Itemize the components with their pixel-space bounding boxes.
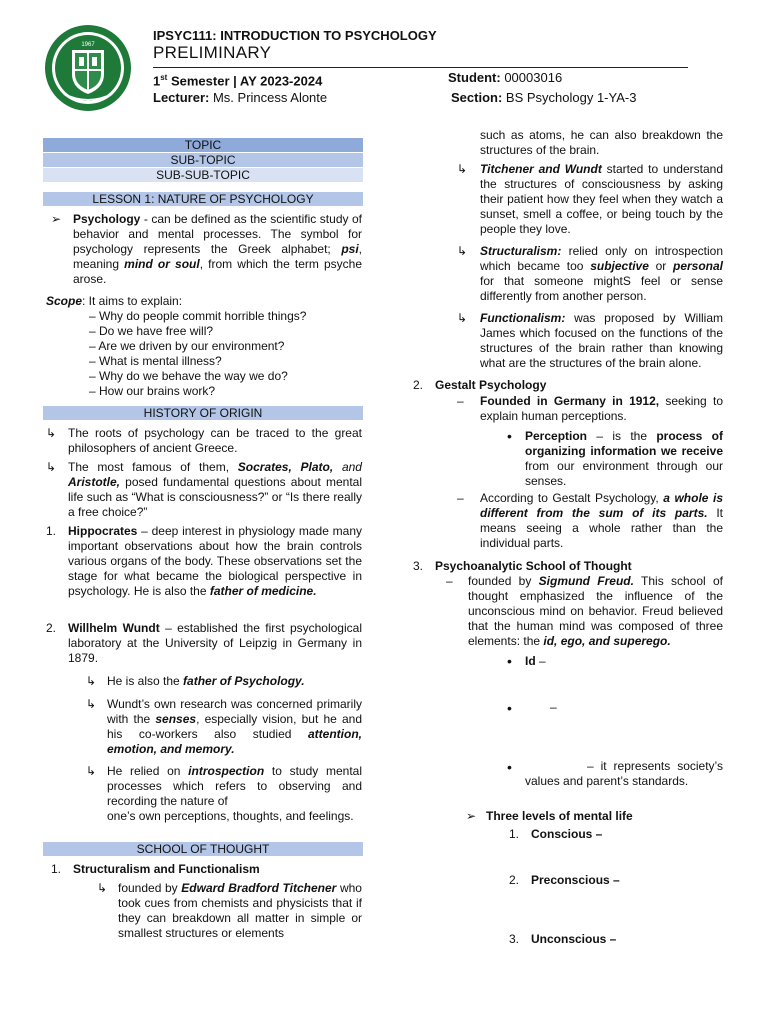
return-arrow-icon: ↳ <box>86 674 97 688</box>
ego-entry: – <box>550 700 557 714</box>
list-number: 3. <box>413 559 424 573</box>
titchener-entry-cont: such as atoms, he can also breakdown the structures of the brain. <box>480 128 723 157</box>
perception-entry: Perception – is the process of organizing information we receive from our environment through our senses. <box>525 429 724 488</box>
dot-bullet: • <box>507 759 512 775</box>
level-preconscious: Preconscious – <box>531 873 620 887</box>
hippocrates-entry: Hippocrates – deep interest in physiology made many important observations about how the brain controls various organs of the body. These observations set the stage for what became the biological perspective in psychology. He is also the father of medicine. <box>68 524 362 598</box>
wundt-entry: Willhelm Wundt – established the first psychological laboratory at the University of Leipzig in Germany in 1879. <box>68 621 362 665</box>
id-entry: Id – <box>525 654 546 668</box>
psychoanalytic-heading: Psychoanalytic School of Thought <box>435 559 632 573</box>
return-arrow-icon: ↳ <box>457 162 468 176</box>
legend-subsubtopic: SUB-SUB-TOPIC <box>43 168 363 182</box>
scope-intro: Scope: It aims to explain: <box>46 294 183 308</box>
return-arrow-icon: ↳ <box>457 244 468 258</box>
history-roots: The roots of psychology can be traced to the great philosophers of ancient Greece. <box>68 426 362 455</box>
legend-topic: TOPIC <box>43 138 363 152</box>
list-number: 1. <box>51 862 62 876</box>
structuralism-heading: Structuralism and Functionalism <box>73 862 260 876</box>
list-item: – What is mental illness? <box>89 354 222 368</box>
arrow-bullet-icon: ➢ <box>51 212 62 226</box>
gestalt-heading: Gestalt Psychology <box>435 378 547 392</box>
list-item: – Why do we behave the way we do? <box>89 369 288 383</box>
list-item: – Why do people commit horrible things? <box>89 309 307 323</box>
dash-bullet: – <box>446 574 453 588</box>
lesson-title: LESSON 1: NATURE OF PSYCHOLOGY <box>43 192 363 206</box>
gestalt-founded: Founded in Germany in 1912, seeking to explain human perceptions. <box>480 394 723 423</box>
list-item: – How our brains work? <box>89 384 216 398</box>
list-number: 3. <box>509 932 520 946</box>
level-conscious: Conscious – <box>531 827 603 841</box>
dash-bullet: – <box>457 394 464 408</box>
titchener-entry: founded by Edward Bradford Titchener who took cues from chemists and physicists that if they can breakdown all matter in simple or smallest structures or elements <box>118 881 362 940</box>
list-number: 2. <box>509 873 520 887</box>
school-title: SCHOOL OF THOUGHT <box>43 842 363 856</box>
scope-list <box>89 309 306 399</box>
levels-heading: Three levels of mental life <box>486 809 633 823</box>
section-line: Section: BS Psychology 1-YA-3 <box>451 90 637 105</box>
return-arrow-icon: ↳ <box>97 881 108 895</box>
list-item: – Do we have free will? <box>89 324 214 338</box>
wundt-father: He is also the father of Psychology. <box>107 674 305 688</box>
list-number: 1. <box>509 827 520 841</box>
level-unconscious: Unconscious – <box>531 932 617 946</box>
student-line: Student: 00003016 <box>448 70 563 85</box>
list-number: 2. <box>46 621 57 635</box>
wundt-introspection-cont: one’s own perceptions, thoughts, and feelings. <box>107 809 354 823</box>
legend-subtopic: SUB-TOPIC <box>43 153 363 167</box>
psychology-definition: Psychology - can be defined as the scientific study of behavior and mental processes. The symbol for psychology represents the Greek alphabet; psi, meaning mind or soul, from which the term psyche arose. <box>73 212 363 286</box>
functionalism-entry: Functionalism: was proposed by William James which focused on the functions of the structures of the brain rather than knowing what are the structures of the brain alone. <box>480 311 723 370</box>
return-arrow-icon: ↳ <box>46 426 57 440</box>
list-number: 1. <box>46 524 57 538</box>
header-rule <box>153 67 688 68</box>
school-logo <box>44 24 132 112</box>
freud-entry: founded by Sigmund Freud. This school of thought emphasized the influence of the unconscious mind on behavior. Freud believed that the human mind was composed of three elements: the id, ego, and superego. <box>468 574 723 648</box>
lecturer-line: Lecturer: Ms. Princess Alonte <box>153 90 328 105</box>
return-arrow-icon: ↳ <box>46 460 57 474</box>
titchener-wundt-entry: Titchener and Wundt started to understand the structures of consciousness by asking their patient how they feel when they watch a sunset, smell a coffee, or being touch by the people they love. <box>480 162 723 236</box>
structuralism-entry: Structuralism: relied only on introspection which became too subjective or personal for that someone mightS feel or sense differently from another person. <box>480 244 723 303</box>
wundt-research: Wundt’s own research was concerned primarily with the senses, especially vision, but he and his co-workers also studied attention, emotion, and memory. <box>107 697 362 756</box>
list-number: 2. <box>413 378 424 392</box>
wundt-introspection: He relied on introspection to study mental processes which refers to observing and recording the nature of <box>107 764 362 808</box>
gestalt-whole: According to Gestalt Psychology, a whole is different from the sum of its parts. It means seeing a whole rather than the individual parts. <box>480 491 724 550</box>
return-arrow-icon: ↳ <box>86 764 97 778</box>
superego-entry: – it represents society’s values and parent’s standards. <box>525 759 723 788</box>
return-arrow-icon: ↳ <box>457 311 468 325</box>
dot-bullet: • <box>507 653 512 669</box>
dot-bullet: • <box>507 700 512 716</box>
semester-line: 1st Semester | AY 2023-2024 <box>153 73 323 89</box>
list-item: – Are we driven by our environment? <box>89 339 285 353</box>
history-famous: The most famous of them, Socrates, Plato, and Aristotle, posed fundamental questions about mental life such as “What is consciousness?” or “Is there really a free choice?” <box>68 460 362 519</box>
dash-bullet: – <box>457 491 464 505</box>
dot-bullet: • <box>507 428 512 444</box>
svg-text:1967: 1967 <box>81 42 95 48</box>
course-title: IPSYC111: INTRODUCTION TO PSYCHOLOGY <box>153 28 437 43</box>
arrow-bullet-icon: ➢ <box>466 809 477 823</box>
history-title: HISTORY OF ORIGIN <box>43 406 363 420</box>
term-title: PRELIMINARY <box>153 43 272 62</box>
return-arrow-icon: ↳ <box>86 697 97 711</box>
